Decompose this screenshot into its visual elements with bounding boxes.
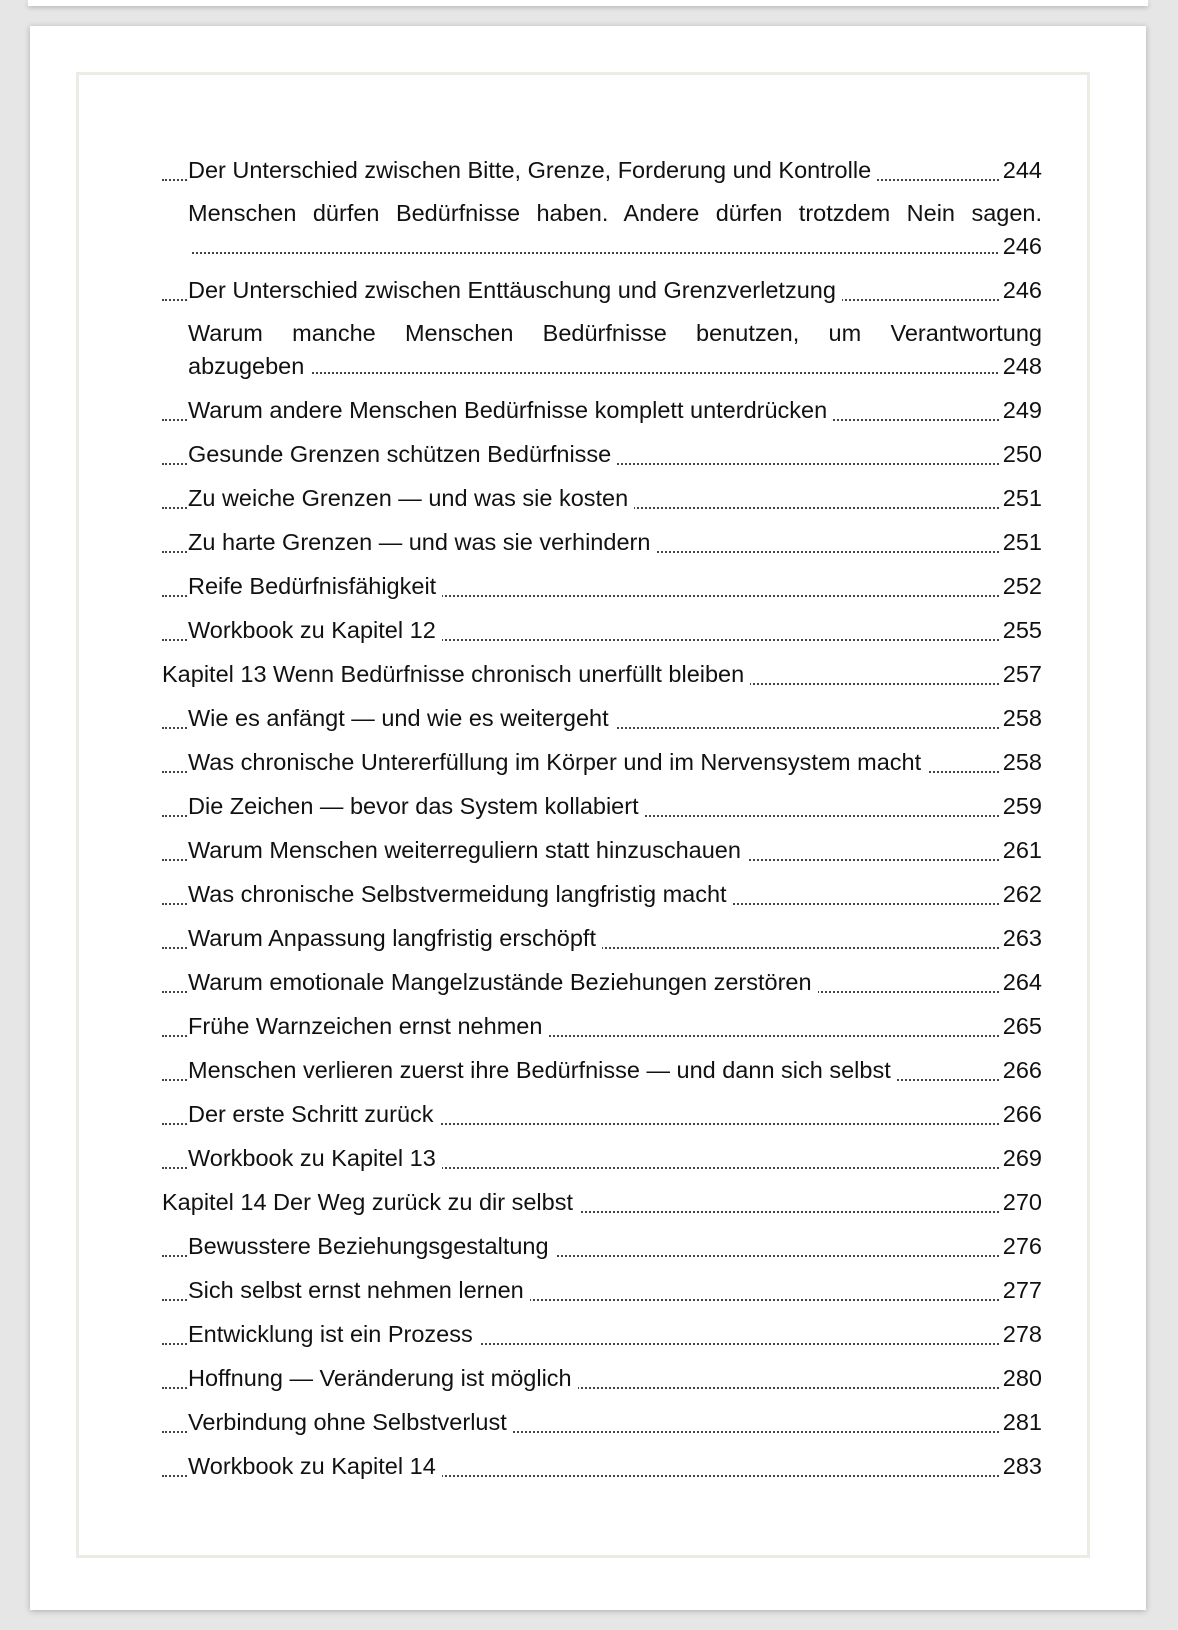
toc-entry[interactable] (162, 608, 1042, 652)
toc-entry-page: 248 (999, 350, 1042, 383)
toc-chapter-entry[interactable] (162, 1180, 1042, 1224)
toc-entry[interactable] (162, 1136, 1042, 1180)
toc-entry[interactable] (162, 1356, 1042, 1400)
toc-entry[interactable] (162, 872, 1042, 916)
toc-entry[interactable] (162, 564, 1042, 608)
toc-entry-page: 263 (999, 916, 1042, 960)
toc-entry[interactable] (162, 1400, 1042, 1444)
toc-entry[interactable] (162, 1224, 1042, 1268)
toc-entry[interactable] (162, 960, 1042, 1004)
toc-entry-title: Bewusstere Beziehungsgestaltung (188, 1224, 555, 1268)
toc-entry[interactable] (162, 1048, 1042, 1092)
toc-entry[interactable] (162, 1004, 1042, 1048)
toc-entry-page: 255 (999, 608, 1042, 652)
toc-entry-page: 266 (999, 1092, 1042, 1136)
toc-entry-title: Warum manche Menschen Bedürfnisse benutzen, um Verantwortung (188, 320, 1042, 346)
toc-entry-page: 246 (999, 230, 1042, 263)
toc-entry[interactable] (162, 520, 1042, 564)
toc-entry-page: 251 (999, 476, 1042, 520)
toc-entry[interactable] (162, 312, 1042, 388)
toc-entry-title: Was chronische Untererfüllung im Körper und im Nervensystem macht (188, 740, 927, 784)
toc-entry[interactable] (162, 148, 1042, 192)
toc-entry-title: Der Unterschied zwischen Bitte, Grenze, Forderung und Kontrolle (188, 148, 877, 192)
toc-entry-page: 276 (999, 1224, 1042, 1268)
toc-entry[interactable] (162, 388, 1042, 432)
toc-entry-title: Workbook zu Kapitel 14 (188, 1444, 442, 1488)
toc-entry[interactable] (162, 1092, 1042, 1136)
toc-entry-title: Warum emotionale Mangelzustände Beziehungen zerstören (188, 960, 818, 1004)
toc-entry-page: 264 (999, 960, 1042, 1004)
toc-entry[interactable] (162, 1312, 1042, 1356)
toc-entry-page: 262 (999, 872, 1042, 916)
toc-entry[interactable] (162, 696, 1042, 740)
toc-entry-title: Kapitel 14 Der Weg zurück zu dir selbst (162, 1180, 579, 1224)
dot-leader (192, 252, 1042, 254)
toc-entry-title: Der erste Schritt zurück (188, 1092, 440, 1136)
toc-entry-page: 251 (999, 520, 1042, 564)
toc-entry-title: Verbindung ohne Selbstverlust (188, 1400, 513, 1444)
toc-entry-title: Kapitel 13 Wenn Bedürfnisse chronisch unerfüllt bleiben (162, 652, 750, 696)
toc-entry-title: Hoffnung — Veränderung ist möglich (188, 1356, 578, 1400)
toc-entry-title: Warum Anpassung langfristig erschöpft (188, 916, 602, 960)
toc-entry[interactable] (162, 828, 1042, 872)
toc-entry-page: 246 (999, 268, 1042, 312)
toc-entry[interactable] (162, 432, 1042, 476)
toc-entry-title: Warum andere Menschen Bedürfnisse komplett unterdrücken (188, 388, 833, 432)
toc-entry-title: Wie es anfängt — und wie es weitergeht (188, 696, 615, 740)
toc-entry-page: 258 (999, 696, 1042, 740)
toc-entry-title-continued: abzugeben (188, 350, 310, 383)
toc-entry[interactable] (162, 476, 1042, 520)
toc-entry[interactable] (162, 916, 1042, 960)
toc-entry-page: 244 (999, 148, 1042, 192)
toc-entry-title: Gesunde Grenzen schützen Bedürfnisse (188, 432, 617, 476)
document-page (30, 26, 1146, 1610)
toc-entry-title: Was chronische Selbstvermeidung langfristig macht (188, 872, 733, 916)
toc-entry-page: 283 (999, 1444, 1042, 1488)
toc-entry-page: 257 (999, 652, 1042, 696)
toc-entry-page: 266 (999, 1048, 1042, 1092)
previous-page-edge (28, 0, 1148, 6)
toc-entry[interactable] (162, 740, 1042, 784)
toc-entry[interactable] (162, 1444, 1042, 1488)
toc-entry-title: Die Zeichen — bevor das System kollabiert (188, 784, 645, 828)
toc-entry-title: Warum Menschen weiterreguliern statt hinzuschauen (188, 828, 747, 872)
toc-entry-title: Der Unterschied zwischen Enttäuschung und Grenzverletzung (188, 268, 842, 312)
toc-entry[interactable] (162, 784, 1042, 828)
toc-entry-page: 278 (999, 1312, 1042, 1356)
toc-entry-page: 277 (999, 1268, 1042, 1312)
toc-entry-page: 265 (999, 1004, 1042, 1048)
dot-leader (188, 372, 1042, 374)
toc-entry-title: Sich selbst ernst nehmen lernen (188, 1268, 530, 1312)
toc-entry-page: 259 (999, 784, 1042, 828)
toc-entry-page: 258 (999, 740, 1042, 784)
toc-entry-page: 281 (999, 1400, 1042, 1444)
toc-entry-title: Zu weiche Grenzen — und was sie kosten (188, 476, 634, 520)
toc-entry-page: 250 (999, 432, 1042, 476)
toc-entry[interactable] (162, 268, 1042, 312)
toc-entry-page: 252 (999, 564, 1042, 608)
toc-entry-title: Zu harte Grenzen — und was sie verhindern (188, 520, 656, 564)
toc-entry-page: 261 (999, 828, 1042, 872)
toc-entry-title: Menschen verlieren zuerst ihre Bedürfnisse — und dann sich selbst (188, 1048, 897, 1092)
toc-entry-title: Menschen dürfen Bedürfnisse haben. Andere dürfen trotzdem Nein sagen. (188, 200, 1042, 226)
toc-entry-page: 270 (999, 1180, 1042, 1224)
table-of-contents (162, 148, 1042, 1488)
toc-entry-title: Frühe Warnzeichen ernst nehmen (188, 1004, 548, 1048)
toc-entry-page: 280 (999, 1356, 1042, 1400)
toc-entry-title: Workbook zu Kapitel 13 (188, 1136, 442, 1180)
toc-entry-page: 249 (999, 388, 1042, 432)
toc-entry-title: Entwicklung ist ein Prozess (188, 1312, 479, 1356)
toc-entry-title: Reife Bedürfnisfähigkeit (188, 564, 442, 608)
toc-entry[interactable] (162, 192, 1042, 268)
toc-entry-title: Workbook zu Kapitel 12 (188, 608, 442, 652)
toc-chapter-entry[interactable] (162, 652, 1042, 696)
toc-entry[interactable] (162, 1268, 1042, 1312)
toc-entry-page: 269 (999, 1136, 1042, 1180)
